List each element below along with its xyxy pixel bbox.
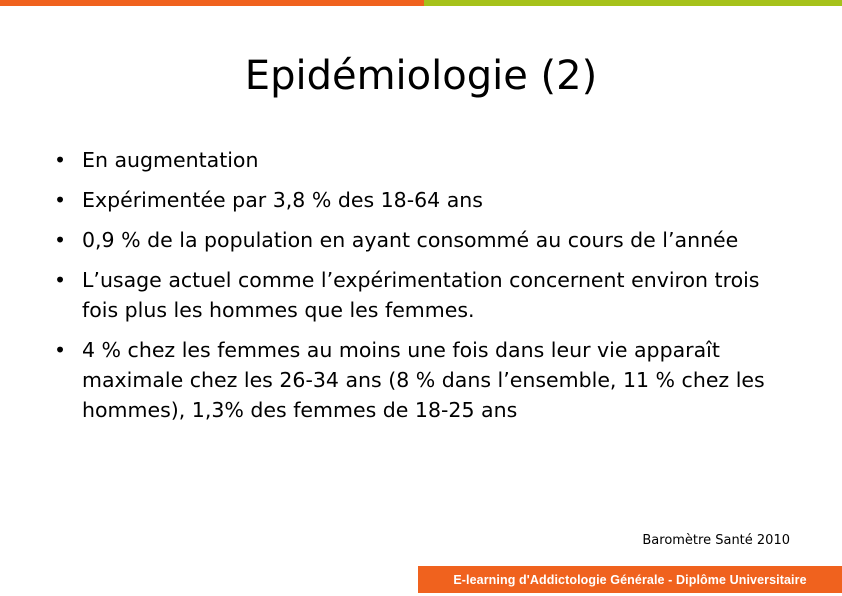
footer-text: E-learning d'Addictologie Générale - Diplôme Universitaire	[453, 572, 807, 587]
bullet-text: Expérimentée par 3,8 % des 18-64 ans	[82, 188, 483, 212]
source-citation: Baromètre Santé 2010	[642, 533, 790, 548]
bullet-dot-icon: •	[54, 268, 67, 292]
bullet-item	[48, 145, 793, 175]
bullet-dot-icon: •	[54, 338, 67, 362]
bullet-dot-icon: •	[54, 148, 67, 172]
bullet-list	[48, 145, 793, 435]
bullet-text: 0,9 % de la population en ayant consommé au cours de l’année	[82, 228, 739, 252]
bullet-dot-icon: •	[54, 228, 67, 252]
slide-title: Epidémiologie (2)	[244, 53, 598, 99]
footer-band	[418, 566, 842, 593]
bullet-item	[48, 225, 793, 255]
top-accent-bar-green	[424, 0, 842, 6]
bullet-item	[48, 335, 793, 425]
bullet-dot-icon: •	[54, 188, 67, 212]
top-accent-bar-orange	[0, 0, 424, 6]
bullet-text: 4 % chez les femmes au moins une fois dans leur vie apparaît maximale chez les 26-34 ans (8 % dans l’ensemble, 11 % chez les hommes), 1,3% des femmes de 18-25 ans	[82, 338, 765, 422]
bullet-item	[48, 185, 793, 215]
bullet-item	[48, 265, 793, 325]
bullet-text: L’usage actuel comme l’expérimentation concernent environ trois fois plus les hommes que les femmes.	[82, 268, 760, 322]
bullet-text: En augmentation	[82, 148, 259, 172]
